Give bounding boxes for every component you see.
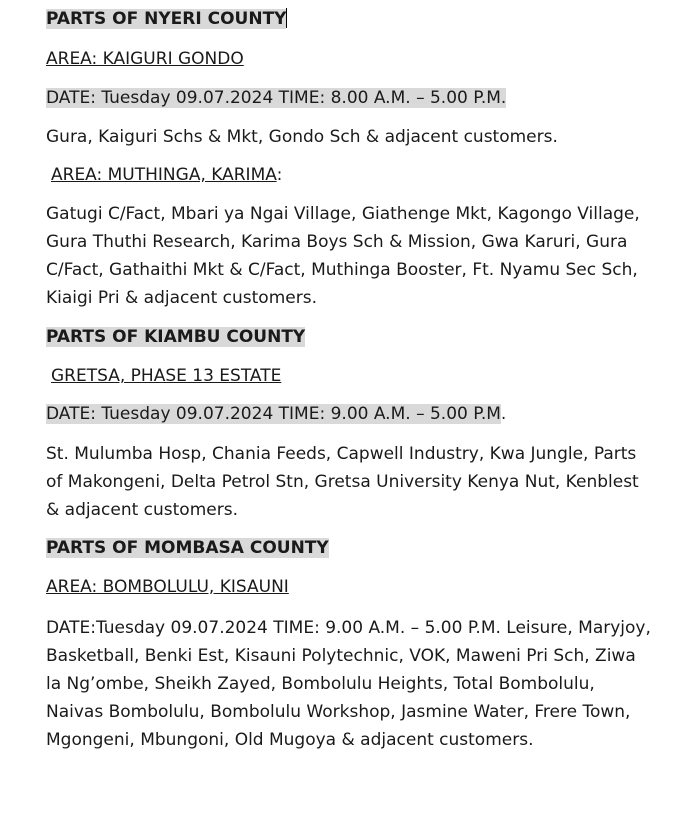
locations-paragraph <box>46 440 652 524</box>
area-heading <box>46 574 289 600</box>
area-heading <box>51 363 281 389</box>
locations-text: DATE:Tuesday 09.07.2024 TIME: 9.00 A.M. – 5.00 P.M. Leisure, Maryjoy, Basketball, Benki Est, Kisauni Polytechnic, VOK, Maweni Pri Sch, Ziwa la Ng’ombe, Sheikh Zayed, Bombolulu Heights, Total Bombolulu, Naivas Bombolulu, Bombolulu Workshop, Jasmine Water, Frere Town, Mgongeni, Mbungoni, Old Mugoya & adjacent customers. <box>46 618 651 750</box>
area-title: GRETSA, PHASE 13 ESTATE <box>51 366 282 386</box>
locations-text: Gatugi C/Fact, Mbari ya Ngai Village, Giathenge Mkt, Kagongo Village, Gura Thuthi Research, Karima Boys Sch & Mission, Gwa Karuri, Gura C/Fact, Gathaithi Mkt & C/Fact, Muthinga Booster, Ft. Nyamu Sec Sch, Kiaigi Pri & adjacent customers. <box>46 204 640 308</box>
area-heading <box>51 162 282 188</box>
date-text: DATE: Tuesday 09.07.2024 TIME: 8.00 A.M. – 5.00 P.M. <box>46 88 507 108</box>
area-title: AREA: BOMBOLULU, KISAUNI <box>46 577 289 597</box>
locations-paragraph <box>46 124 558 150</box>
county-heading-text: PARTS OF KIAMBU COUNTY <box>46 327 306 347</box>
text-cursor <box>286 8 287 28</box>
locations-paragraph <box>46 200 652 312</box>
area-title: AREA: MUTHINGA, KARIMA <box>51 165 277 185</box>
date-line <box>46 401 506 427</box>
county-heading-mombasa <box>46 535 329 561</box>
date-text: DATE: Tuesday 09.07.2024 TIME: 9.00 A.M. – 5.00 P.M <box>46 404 501 424</box>
area-title: AREA: KAIGURI GONDO <box>46 49 244 69</box>
area-heading <box>46 46 244 72</box>
locations-paragraph <box>46 614 652 754</box>
locations-text: St. Mulumba Hosp, Chania Feeds, Capwell Industry, Kwa Jungle, Parts of Makongeni, Delta Petrol Stn, Gretsa University Kenya Nut, Kenblest & adjacent customers. <box>46 444 639 520</box>
county-heading-kiambu <box>46 324 305 350</box>
county-heading-text: PARTS OF MOMBASA COUNTY <box>46 538 329 558</box>
area-suffix: : <box>276 165 283 185</box>
date-line <box>46 85 506 111</box>
date-suffix: . <box>500 404 507 424</box>
locations-text: Gura, Kaiguri Schs & Mkt, Gondo Sch & adjacent customers. <box>46 127 558 147</box>
county-heading-text: PARTS OF NYERI COUNTY <box>46 9 287 29</box>
county-heading-nyeri <box>46 6 287 32</box>
